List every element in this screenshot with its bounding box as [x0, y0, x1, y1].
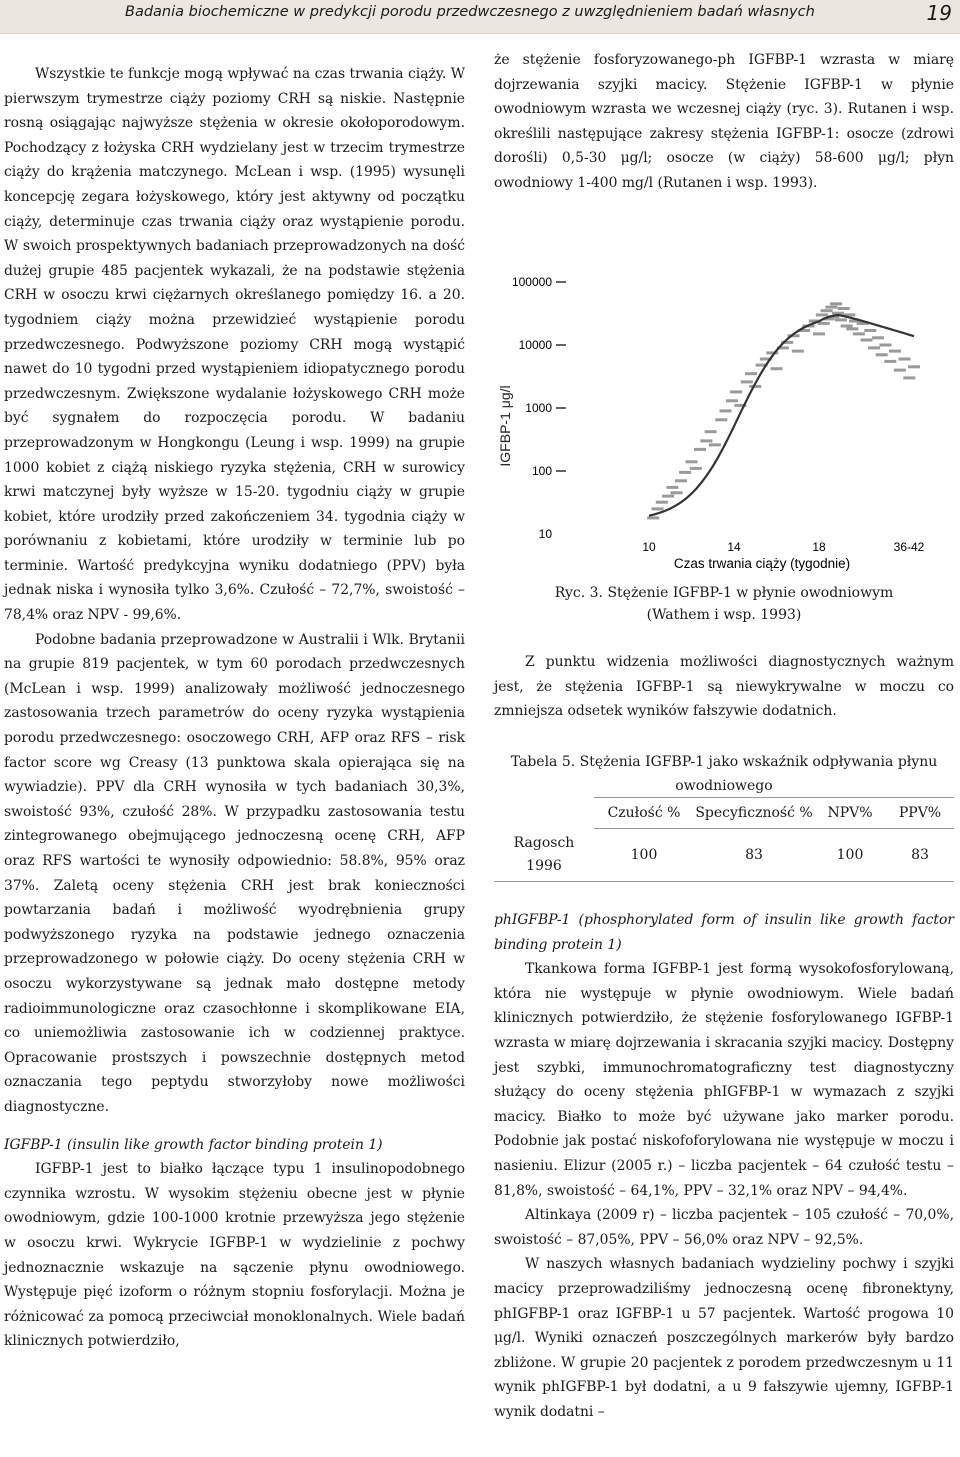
data-point — [864, 329, 876, 332]
x-tick-label: 10 — [642, 540, 656, 554]
table-cell: 83 — [886, 829, 954, 882]
data-point — [730, 390, 742, 393]
data-point — [690, 467, 702, 470]
data-point — [705, 430, 717, 433]
paragraph: Wszystkie te funkcje mogą wpływać na czas trwania ciąży. W pierwszym trymestrze ciąży poziomy CRH są niskie. Następnie rosną osiągając najwyższe stężenia w okresie okołoporodowym. Pochodzący z łożyska CRH wydzielany jest w trzecim trymestrze ciąży do krążenia matczynego. McLean i wsp. (1995) wysunęli koncepcję zegara łożyskowego, który jest aktywny od początku ciąży, determinuje czas trwania ciąży oraz wystąpienie porodu. W swoich prospektywnych badaniach przeprowadzonych na dość dużej grupie 485 pacjentek wykazali, że na podstawie stężenia CRH w osoczu krwi ciężarnych określanego pomiędzy 16. a 20. tygodniem ciąży można przewidzieć wystąpienie porodu przedwczesnego. Podwyższone poziomy CRH mogą wystąpić nawet do 10 tygodni przed wystąpieniem idiopatycznego porodu przedwczesnym. Zwiększone wydalanie łożyskowego CRH może być sygnałem do rozpoczęcia porodu. W badaniu przeprowadzonym w Hongkongu (Leung i wsp. 1999) na grupie 1000 kobiet z ciążą niskiego ryzyka stężenia, CRH w surowicy krwi matczynej były wyższe w 15-20. tygodniu ciąży w grupie kobiet, które urodziły przed zakończeniem 34. tygodnia ciąży w porównaniu z kobietami, które urodziły w terminie lub po terminie. Wartość predykcyjna wyniku dodatniego (PPV) była jednak niska i wynosiła tylko 3,6%. Czułość – 72,7%, swoistość – 78,4% oraz NPV - 99,6%. — [4, 66, 465, 624]
chart-curve — [649, 315, 914, 516]
section-heading: IGFBP-1 (insulin like growth factor binding protein 1) — [4, 1136, 383, 1153]
x-tick-label: 14 — [727, 540, 741, 554]
data-point — [889, 350, 901, 353]
header-title: Badania biochemiczne w predykcji porodu przedwczesnego z uwzględnieniem badań własnych — [125, 4, 815, 20]
data-point — [846, 327, 858, 330]
data-point — [686, 460, 698, 463]
data-point — [853, 332, 865, 335]
igfbp1-chart — [494, 256, 954, 580]
y-ticks — [556, 282, 566, 471]
y-tick-label: 10000 — [518, 338, 552, 352]
x-tick-label: 18 — [812, 540, 826, 554]
table-header-row — [494, 798, 954, 829]
data-point — [656, 501, 668, 504]
data-point — [771, 367, 783, 370]
data-point — [694, 448, 706, 451]
data-point — [830, 302, 842, 305]
left-column — [4, 62, 465, 1354]
data-point — [894, 369, 906, 372]
data-point — [908, 365, 920, 368]
paragraph: Z punktu widzenia możliwości diagnostycznych ważnym jest, że stężenia IGFBP-1 są niewykrywalne w moczu co zmniejsza odsetek wyników fałszywie dodatnich. — [494, 654, 954, 720]
data-point — [903, 376, 915, 379]
results-table — [494, 797, 954, 882]
paragraph: IGFBP-1 jest to białko łączące typu 1 insulinopodobnego czynnika wzrostu. W wysokim stężeniu obecne jest w płynie owodniowym, gdzie 100-1000 krotnie przewyższa jego stężenie w osoczu krwi. Wykrycie IGFBP-1 w wydzielinie z pochwy jednoznacznie wskazuje na sączenie płynu owodniowego. Występuje pięć izoform o różnym stopniu fosforylacji. Można je różnicować za pomocą przeciwciał monoklonalnych. Wiele badań klinicznych potwierdziło, — [4, 1161, 465, 1350]
table-title — [494, 750, 954, 798]
table-row — [494, 829, 954, 882]
y-tick-labels — [512, 275, 552, 541]
paragraph: Tkankowa forma IGFBP-1 jest formą wysokofosforylowaną, która nie występuje w płynie owodniowym. Wiele badań klinicznych potwierdziło, że stężenie fosforylowanego IGFBP-1 wzrasta w miarę dojrzewania i skracania szyjki macicy. Dostępny jest szybki, immunochromatograficzny test diagnostyczny służący do oceny stężenia phIGFBP-1 w wymazach z szyjki macicy. Białko to może być używane jako marker porodu. Podobnie jak postać niskofoforylowana nie występuje w moczu i nasieniu. Elizur (2005 r.) – liczba pacjentek – 64 czułość testu – 81,8%, swoistość – 64,1%, PPV – 32,1% oraz NPV – 94,4%. — [494, 961, 954, 1199]
x-tick-label: 36-42 — [893, 540, 925, 554]
data-point — [825, 306, 837, 309]
chart-points — [647, 302, 920, 519]
table-header-cell: PPV% — [886, 798, 954, 829]
data-point — [818, 322, 830, 325]
figure-caption-line: (Wathem i wsp. 1993) — [646, 607, 802, 623]
data-point — [647, 516, 659, 519]
x-tick-labels — [642, 540, 924, 554]
table-cell: 83 — [694, 829, 814, 882]
data-point — [835, 318, 847, 321]
right-column-top — [494, 48, 954, 196]
data-point — [720, 409, 732, 412]
section-heading: phIGFBP-1 (phosphorylated form of insulin like growth factor binding protein 1) — [494, 912, 954, 953]
data-point — [876, 353, 888, 356]
y-tick-label: 10 — [538, 527, 552, 541]
paragraph: W naszych własnych badaniach wydzieliny pochwy i szyjki macicy przeprowadziliśmy jednoczesną ocenę fibronektyny, phIGFBP-1 oraz IGFBP-1 u 57 pacjentek. Wartość progowa 10 μg/l. Wyniki oznaczeń poszczególnych markerów były bardzo zbliżone. W grupie 20 pacjentek z porodem przedwczesnym u 11 wynik phIGFBP-1 był dodatni, a u 9 fałszywie ujemny, IGFBP-1 wynik dodatni – — [494, 1256, 954, 1420]
data-point — [745, 372, 757, 375]
paragraph: Altinkaya (2009 r) – liczba pacjentek – 105 czułość – 70,0%, swoistość – 87,05%, PPV – 56,0% oraz NPV – 92,5%. — [494, 1207, 954, 1248]
data-point — [679, 471, 691, 474]
table-row-label-line: 1996 — [526, 857, 562, 874]
y-tick-label: 100000 — [511, 275, 552, 289]
data-point — [880, 344, 892, 347]
right-column-mid — [494, 650, 954, 724]
data-point — [709, 443, 721, 446]
y-axis-label: IGFBP-1 μg/l — [497, 385, 513, 467]
data-point — [741, 380, 753, 383]
table-cell: 100 — [594, 829, 694, 882]
data-point — [816, 313, 828, 316]
data-point — [821, 309, 833, 312]
paragraph: że stężenie fosforyzowanego-ph IGFBP-1 wzrasta w miarę dojrzewania szyjki macicy. Stężenie IGFBP-1 w płynie owodniowym wzrasta we wczesnej ciąży (ryc. 3). Rutanen i wsp. określili następujące zakresy stężenia IGFBP-1: osocze (zdrowi dorośli) 0,5-30 μg/l; osocze (w ciąży) 58-600 μg/l; płyn owodniowy 1-400 mg/l (Rutanen i wsp. 1993). — [494, 52, 954, 191]
paragraph: Podobne badania przeprowadzone w Australii i Wlk. Brytanii na grupie 819 pacjentek, w tym 60 porodach przedwczesnych (McLean i wsp. 1999) analizowały możliwość jednoczesnego zastosowania trzech parametrów do oceny ryzyka wystąpienia porodu przedwczesnego: osoczowego CRH, AFP oraz RFS – risk factor score wg Creasy (13 punktowa skala opierająca się na wywiadzie). PPV dla CRH wynosiła w tych badaniach 30,3%, swoistość 93%, czułość 28%. W przypadku zastosowania testu zintegrowanego obejmującego jednoczesną ocenę CRH, AFP oraz RFS wartości te wynosiły odpowiednio: 58.8%, 95% oraz 37%. Zaletą oceny stężenia CRH jest brak konieczności powtarzania badań i możliwość wyodrębnienia grupy podwyższonego ryzyka na podstawie jednego oznaczenia przeprowadzonego w połowie ciąży. Do oceny stężenia CRH w osoczu wykorzystywane są jednak mało dostępne metody radioimmunologiczne oraz czasochłonne i skomplikowane EIA, co uniemożliwia zastosowanie ich w codziennej praktyce. Opracowanie prostszych i powszechnie dostępnych metod oznaczania tego peptydu stworzyłoby nowe możliwości diagnostyczne. — [4, 631, 465, 1115]
data-point — [841, 325, 853, 328]
data-point — [671, 491, 683, 494]
data-point — [675, 479, 687, 482]
table-row-label — [494, 829, 594, 882]
data-point — [838, 307, 850, 310]
data-point — [662, 495, 674, 498]
table-header-cell: NPV% — [814, 798, 886, 829]
data-point — [652, 507, 664, 510]
table-title-line: owodniowego — [675, 778, 773, 794]
table-title-line: Tabela 5. Stężenia IGFBP-1 jako wskaźnik odpływania płynu — [510, 754, 938, 770]
table-header-cell: Specyficzność % — [694, 798, 814, 829]
y-tick-label: 100 — [531, 464, 552, 478]
data-point — [715, 418, 727, 421]
data-point — [813, 332, 825, 335]
data-point — [726, 399, 738, 402]
table-header-cell: Czułość % — [594, 798, 694, 829]
right-column-bottom — [494, 908, 954, 1424]
data-point — [792, 350, 804, 353]
figure-caption-line: Ryc. 3. Stężenie IGFBP-1 w płynie owodniowym — [554, 585, 894, 601]
page-number: 19 — [926, 1, 952, 25]
data-point — [899, 358, 911, 361]
running-header — [0, 0, 960, 34]
x-axis-label: Czas trwania ciąży (tygodnie) — [673, 556, 851, 571]
table-row-label-line: Ragosch — [513, 834, 575, 851]
table-cell: 100 — [814, 829, 886, 882]
data-point — [868, 346, 880, 349]
y-tick-label: 1000 — [525, 401, 552, 415]
data-point — [700, 439, 712, 442]
data-point — [666, 486, 678, 489]
data-point — [861, 339, 873, 342]
data-point — [884, 360, 896, 363]
data-point — [872, 336, 884, 339]
figure-caption — [494, 582, 954, 626]
table-header-cell — [494, 798, 594, 829]
